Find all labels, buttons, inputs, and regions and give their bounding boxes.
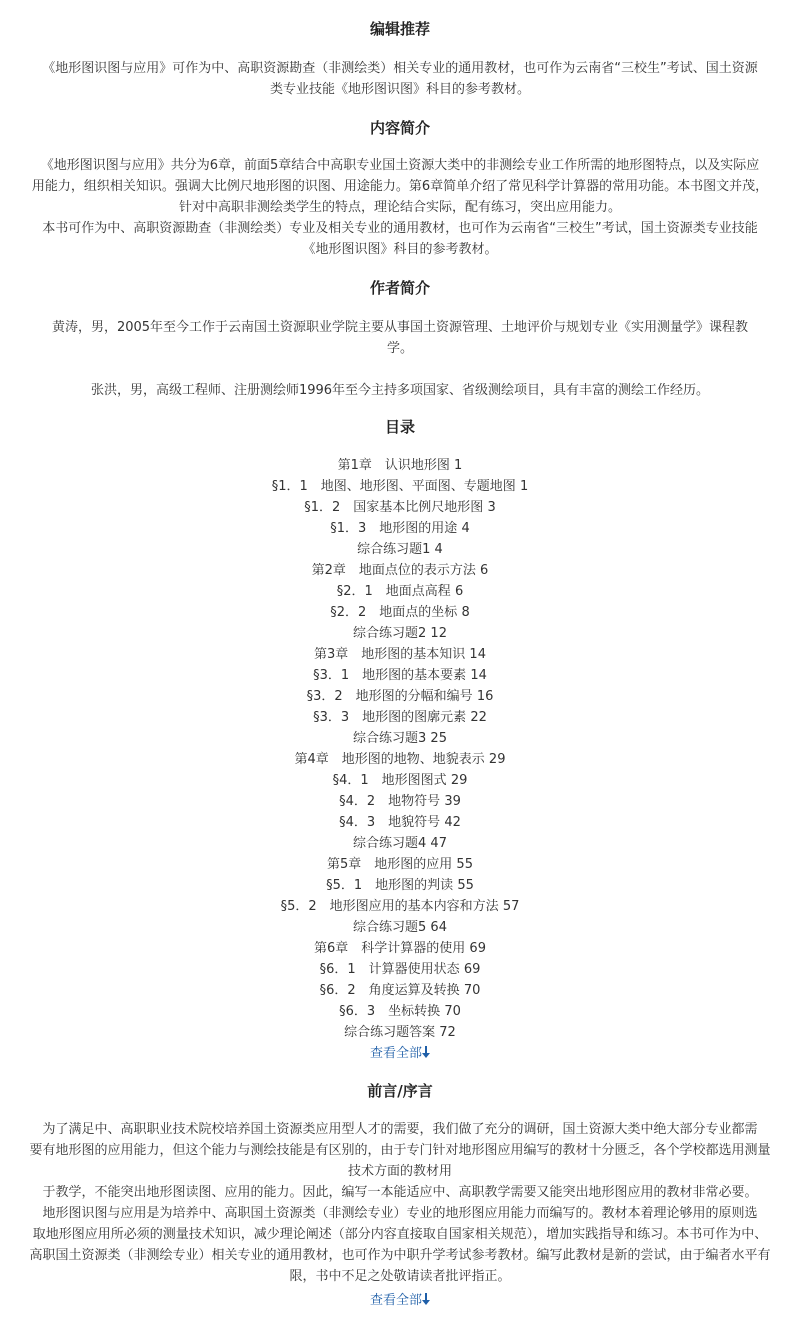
toc-item: 第5章 地形图的应用 55 (327, 857, 473, 872)
text-line: 《地形图识图与应用》可作为中、高职资源勘查（非测绘类）相关专业的通用教材，也可作为云南省“三校生”考试、国土资源 (42, 61, 758, 76)
text-line: 为了满足中、高职职业技术院校培养国土资源类应用型人才的需要，我们做了充分的调研，国土资源大类中绝大部分专业都需 (42, 1122, 758, 1137)
author-2-text: 张洪，男，高级工程师、注册测绘师1996年至今主持多项国家、省级测绘项目，具有丰富的测绘工作经历。 (90, 383, 710, 398)
toc-item: 第4章 地形图的地物、地貌表示 29 (294, 752, 506, 767)
editor-recommendation-heading: 编辑推荐 (369, 20, 430, 38)
toc-item: 综合练习题1 4 (357, 542, 443, 557)
text-line: 黄涛，男，2005年至今工作于云南国土资源职业学院主要从事国土资源管理、土地评价与规划专业《实用测量学》课程教 (51, 320, 749, 335)
toc-item: §2．2 地面点的坐标 8 (330, 605, 470, 620)
text-line: 技术方面的教材用 (347, 1164, 452, 1179)
preface-view-all-link[interactable] (0, 1290, 800, 1311)
text-line: 针对中高职非测绘类学生的特点，理论结合实际，配有练习，突出应用能力。 (178, 200, 621, 215)
text-line: 用能力，组织相关知识。强调大比例尺地形图的识图、用途能力。第6章简单介绍了常见科学计算器的常用功能。本书图文并茂， (31, 179, 769, 194)
toc-item: §3．1 地形图的基本要素 14 (313, 668, 487, 683)
toc-item: §1．1 地图、地形图、平面图、专题地图 1 (271, 479, 529, 494)
view-all-label[interactable]: 查看全部 (369, 1046, 422, 1061)
toc-item: §4．3 地貌符号 42 (339, 815, 461, 830)
toc-item: 综合练习题4 47 (353, 836, 447, 851)
toc-item: 第6章 科学计算器的使用 69 (314, 941, 486, 956)
toc-view-all-link[interactable] (0, 1043, 800, 1064)
toc-item: §1．3 地形图的用途 4 (330, 521, 470, 536)
text-line: 取地形图应用所必须的测量技术知识，减少理论阐述（部分内容直接取自国家相关规范），增加实践指导和练习。本书可作为中、 (32, 1227, 768, 1242)
text-line: 《地形图识图与应用》共分为6章，前面5章结合中高职专业国土资源大类中的非测绘专业工作所需的地形图特点，以及实际应 (40, 158, 760, 173)
preface-text (0, 1119, 800, 1287)
toc-item: 第3章 地形图的基本知识 14 (314, 647, 486, 662)
text-line: 限，书中不足之处敬请读者批评指正。 (289, 1269, 511, 1284)
toc-item: §4．1 地形图图式 29 (332, 773, 468, 788)
editor-recommendation-text (0, 58, 800, 100)
author-1-text (0, 317, 800, 359)
toc-item: §3．2 地形图的分幅和编号 16 (306, 689, 494, 704)
text-line: 本书可作为中、高职资源勘查（非测绘类）专业及相关专业的通用教材，也可作为云南省“三校生”考试，国土资源类专业技能 (42, 221, 758, 236)
toc-item: §5．2 地形图应用的基本内容和方法 57 (280, 899, 520, 914)
toc-item: 综合练习题5 64 (353, 920, 447, 935)
text-line: 类专业技能《地形图识图》科目的参考教材。 (269, 82, 530, 97)
text-line: 《地形图识图》科目的参考教材。 (302, 242, 498, 257)
author-heading: 作者简介 (369, 279, 430, 297)
view-all-label[interactable]: 查看全部 (369, 1293, 422, 1308)
toc-list (0, 455, 800, 1043)
toc-item: §5．1 地形图的判读 55 (326, 878, 474, 893)
toc-item: 综合练习题3 25 (353, 731, 447, 746)
summary-heading: 内容简介 (369, 119, 430, 137)
text-line: 学。 (386, 341, 413, 356)
toc-item: §1．2 国家基本比例尺地形图 3 (304, 500, 496, 515)
toc-item: §6．3 坐标转换 70 (339, 1004, 461, 1019)
toc-item: §2．1 地面点高程 6 (336, 584, 464, 599)
arrow-down-icon (422, 1046, 430, 1058)
text-line: 高职国土资源类（非测绘专业）相关专业的通用教材，也可作为中职升学考试参考教材。编写此教材是新的尝试，由于编者水平有 (29, 1248, 771, 1263)
toc-item: 第2章 地面点位的表示方法 6 (311, 563, 489, 578)
toc-item: 第1章 认识地形图 1 (337, 458, 463, 473)
toc-item: §4．2 地物符号 39 (339, 794, 461, 809)
toc-heading: 目录 (384, 418, 415, 436)
toc-item: §3．3 地形图的图廓元素 22 (313, 710, 487, 725)
text-line: 要有地形图的应用能力，但这个能力与测绘技能是有区别的，由于专门针对地形图应用编写的教材十分匮乏，各个学校都选用测量 (29, 1143, 771, 1158)
toc-item: §6．2 角度运算及转换 70 (319, 983, 481, 998)
text-line: 地形图识图与应用是为培养中、高职国土资源类（非测绘专业）专业的地形图应用能力而编写的。教材本着理论够用的原则选 (42, 1206, 758, 1221)
toc-item: 综合练习题答案 72 (344, 1025, 456, 1040)
preface-heading: 前言/序言 (367, 1082, 433, 1100)
summary-text (0, 155, 800, 260)
toc-item: 综合练习题2 12 (353, 626, 447, 641)
arrow-down-icon (422, 1293, 430, 1305)
toc-item: §6．1 计算器使用状态 69 (319, 962, 481, 977)
text-line: 于教学，不能突出地形图读图、应用的能力。因此，编写一本能适应中、高职教学需要又能突出地形图应用的教材非常必要。 (42, 1185, 758, 1200)
